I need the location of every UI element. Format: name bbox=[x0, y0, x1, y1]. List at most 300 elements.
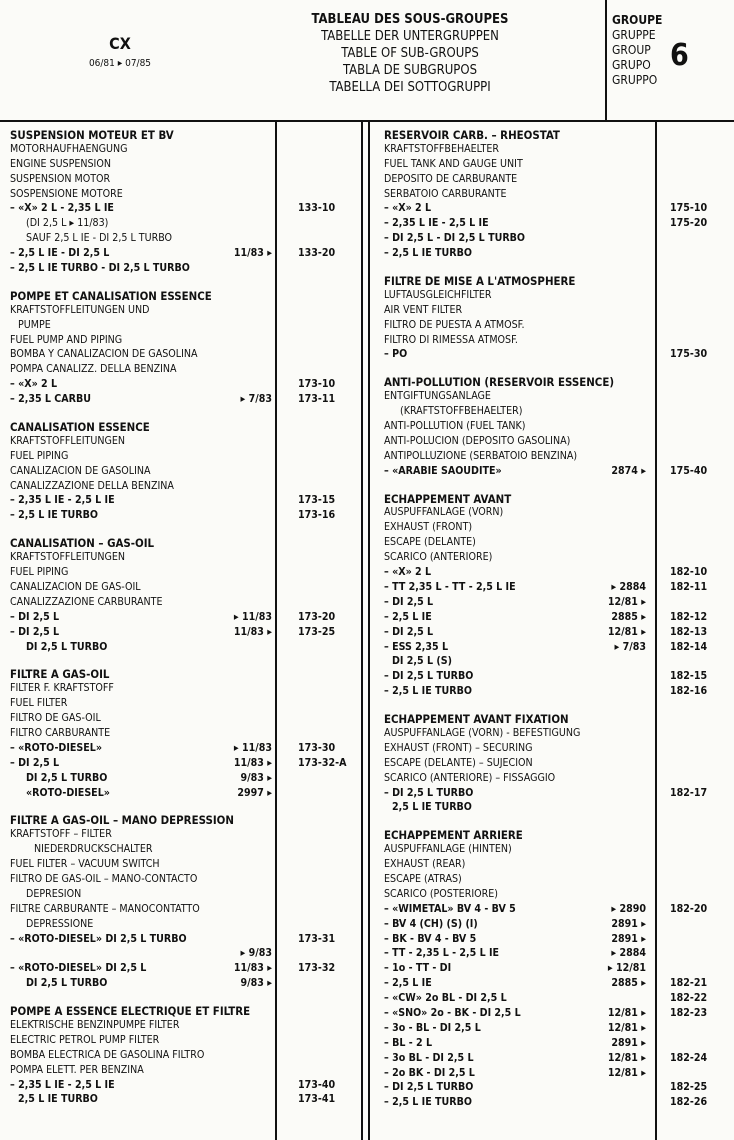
validity-date: ▸ 2890 bbox=[611, 902, 646, 915]
entry-text: – PO bbox=[384, 348, 408, 361]
entry-text: FILTER F. KRAFTSTOFF bbox=[10, 682, 114, 695]
entry-row bbox=[384, 450, 730, 465]
entry-row bbox=[10, 1093, 360, 1108]
entry-text: ESCAPE (DELANTE) bbox=[384, 536, 476, 549]
section-heading-row bbox=[384, 375, 730, 390]
entry-row bbox=[384, 873, 730, 888]
entry-text: AUSPUFFANLAGE (HINTEN) bbox=[384, 843, 512, 856]
entry-text: ESCAPE (ATRAS) bbox=[384, 872, 462, 885]
entry-row bbox=[10, 947, 360, 962]
entry-text: – 1o - TT - DI bbox=[384, 962, 452, 975]
validity-date: 11/83 ▸ bbox=[233, 962, 272, 975]
entry-text: AUSPUFFANLAGE (VORN) - BEFESTIGUNG bbox=[384, 726, 581, 739]
entry-row bbox=[10, 143, 360, 158]
entry-row bbox=[10, 611, 360, 626]
subgroup-reference: 175-40 bbox=[670, 464, 708, 477]
section-gap bbox=[10, 992, 360, 1004]
entry-row bbox=[384, 158, 730, 173]
entry-text: – BL - 2 L bbox=[384, 1036, 433, 1049]
subgroup-reference: 182-25 bbox=[670, 1081, 708, 1094]
validity-date: ▸ 9/83 bbox=[240, 947, 272, 960]
group-labels bbox=[612, 13, 662, 88]
entry-text: – DI 2,5 L TURBO bbox=[384, 1081, 474, 1094]
subgroup-reference: 182-20 bbox=[670, 902, 708, 915]
entry-row bbox=[384, 1081, 730, 1096]
entry-row bbox=[10, 1079, 360, 1094]
entry-text: FILTRO CARBURANTE bbox=[10, 726, 111, 739]
entry-text: – 3o - BL - DI 2,5 L bbox=[384, 1021, 481, 1034]
entry-text: DI 2,5 L TURBO bbox=[26, 640, 108, 653]
entry-text: – 2,35 L IE - 2,5 L IE bbox=[384, 217, 489, 230]
validity-date: 12/81 ▸ bbox=[607, 1006, 646, 1019]
entry-row bbox=[384, 581, 730, 596]
entry-text: – «ARABIE SAOUDITE» bbox=[384, 464, 502, 477]
subgroup-reference: 182-11 bbox=[670, 580, 708, 593]
entry-text: – DI 2,5 L bbox=[384, 625, 434, 638]
entry-text: – TT - 2,35 L - 2,5 L IE bbox=[384, 947, 500, 960]
section-heading: RESERVOIR CARB. – RHEOSTAT bbox=[384, 128, 560, 142]
entry-row bbox=[10, 158, 360, 173]
subgroup-reference: 175-20 bbox=[670, 217, 708, 230]
entry-row bbox=[384, 742, 730, 757]
entry-text: MOTORHAUFHAENGUNG bbox=[10, 142, 128, 155]
entry-row bbox=[10, 319, 360, 334]
section-heading-row bbox=[384, 712, 730, 727]
entry-row bbox=[10, 435, 360, 450]
entry-text: – «X» 2 L - 2,35 L IE bbox=[10, 202, 114, 215]
entry-row bbox=[10, 596, 360, 611]
entry-text: – 2,35 L CARBU bbox=[10, 393, 92, 406]
entry-row bbox=[10, 378, 360, 393]
entry-text: ENTGIFTUNGSANLAGE bbox=[384, 390, 491, 403]
entry-row bbox=[384, 289, 730, 304]
entry-row bbox=[384, 1037, 730, 1052]
subgroup-table-title bbox=[290, 11, 530, 96]
entry-text: – «X» 2 L bbox=[10, 378, 58, 391]
validity-date: 2874 ▸ bbox=[611, 464, 646, 477]
entry-text: – «X» 2 L bbox=[384, 566, 432, 579]
entry-text: SCARICO (ANTERIORE) – FISSAGGIO bbox=[384, 771, 556, 784]
entry-text: (DI 2,5 L ▸ 11/83) bbox=[26, 217, 109, 230]
entry-text: DI 2,5 L (S) bbox=[392, 655, 452, 668]
entry-text: – «ROTO-DIESEL» DI 2,5 L bbox=[10, 962, 147, 975]
entry-text: PUMPE bbox=[18, 318, 51, 331]
section-heading: SUSPENSION MOTEUR ET BV bbox=[10, 128, 174, 142]
entry-text: – 2,5 L IE TURBO bbox=[10, 509, 98, 522]
entry-text: CANALIZZAZIONE CARBURANTE bbox=[10, 595, 163, 608]
entry-row bbox=[10, 480, 360, 495]
entry-text: FILTRO DE PUESTA A ATMOSF. bbox=[384, 318, 525, 331]
subgroup-reference: 133-20 bbox=[298, 247, 336, 260]
subgroup-reference: 173-41 bbox=[298, 1093, 336, 1106]
entry-text: – 2,5 L IE TURBO bbox=[384, 685, 472, 698]
entry-row bbox=[384, 918, 730, 933]
entry-text: DEPRESSIONE bbox=[26, 917, 94, 930]
entry-row bbox=[384, 304, 730, 319]
validity-date: ▸ 7/83 bbox=[240, 393, 272, 406]
section-gap bbox=[10, 524, 360, 536]
subgroup-reference: 175-30 bbox=[670, 348, 708, 361]
entry-text: ANTI-POLLUTION (FUEL TANK) bbox=[384, 420, 526, 433]
entry-row bbox=[10, 1034, 360, 1049]
section-heading: ECHAPPEMENT ARRIERE bbox=[384, 828, 523, 843]
entry-row bbox=[10, 581, 360, 596]
entry-row bbox=[384, 188, 730, 203]
section-heading-row bbox=[384, 492, 730, 507]
entry-row bbox=[10, 772, 360, 787]
entry-text: DEPRESION bbox=[26, 887, 82, 900]
validity-date: 2885 ▸ bbox=[611, 977, 646, 990]
entry-row bbox=[10, 787, 360, 802]
entry-row bbox=[10, 202, 360, 217]
entry-text: SUSPENSION MOTOR bbox=[10, 172, 111, 185]
entry-row bbox=[10, 393, 360, 408]
validity-date: 2891 ▸ bbox=[611, 932, 646, 945]
entry-row bbox=[10, 465, 360, 480]
left-column bbox=[10, 128, 360, 1108]
entry-text: POMPA ELETT. PER BENZINA bbox=[10, 1063, 144, 1076]
subgroup-reference: 182-24 bbox=[670, 1051, 708, 1064]
entry-row bbox=[384, 772, 730, 787]
validity-date: 11/83 ▸ bbox=[233, 756, 272, 769]
entry-text: SERBATOIO CARBURANTE bbox=[384, 187, 507, 200]
entry-row bbox=[384, 405, 730, 420]
entry-text: DI 2,5 L TURBO bbox=[26, 977, 108, 990]
entry-row bbox=[384, 992, 730, 1007]
entry-text: 2,5 L IE TURBO bbox=[392, 801, 472, 814]
validity-date: 11/83 ▸ bbox=[233, 625, 272, 638]
entry-text: FILTRO DI RIMESSA ATMOSF. bbox=[384, 333, 518, 346]
entry-text: FILTRO DE GAS-OIL bbox=[10, 712, 101, 725]
entry-row bbox=[384, 670, 730, 685]
entry-text: BOMBA ELECTRICA DE GASOLINA FILTRO bbox=[10, 1048, 205, 1061]
section-heading-row bbox=[10, 536, 360, 551]
entry-row bbox=[384, 435, 730, 450]
title-en: TABLE OF SUB-GROUPS bbox=[341, 46, 479, 61]
entry-row bbox=[384, 247, 730, 262]
entry-text: – 2,5 L IE bbox=[384, 977, 432, 990]
subgroup-reference: 133-10 bbox=[298, 202, 336, 215]
title-de: TABELLE DER UNTERGRUPPEN bbox=[321, 29, 499, 44]
section-gap bbox=[384, 816, 730, 828]
validity-date: ▸ 7/83 bbox=[614, 640, 646, 653]
entry-text: – 2,5 L IE bbox=[384, 610, 432, 623]
entry-row bbox=[10, 450, 360, 465]
validity-date: 12/81 ▸ bbox=[607, 595, 646, 608]
section-heading: ANTI-POLLUTION (RESERVOIR ESSENCE) bbox=[384, 375, 615, 390]
entry-text: FUEL PIPING bbox=[10, 566, 69, 579]
section-heading: FILTRE DE MISE A L'ATMOSPHERE bbox=[384, 274, 576, 289]
entry-row bbox=[384, 1067, 730, 1082]
entry-text: KRAFTSTOFF – FILTER bbox=[10, 828, 112, 841]
entry-row bbox=[10, 1064, 360, 1079]
entry-row bbox=[384, 521, 730, 536]
entry-row bbox=[384, 727, 730, 742]
section-heading: FILTRE A GAS-OIL – MANO DEPRESSION bbox=[10, 813, 234, 828]
section-heading: ECHAPPEMENT AVANT bbox=[384, 491, 512, 506]
entry-text: – ESS 2,35 L bbox=[384, 640, 449, 653]
section-heading: ECHAPPEMENT AVANT FIXATION bbox=[384, 712, 569, 727]
entry-text: SAUF 2,5 L IE - DI 2,5 L TURBO bbox=[26, 232, 173, 245]
entry-text: EXHAUST (FRONT) bbox=[384, 521, 473, 534]
entry-row bbox=[384, 420, 730, 435]
validity-date: ▸ 2884 bbox=[611, 947, 646, 960]
validity-date: 2891 ▸ bbox=[611, 1036, 646, 1049]
section-heading-row bbox=[10, 813, 360, 828]
title-es: TABLA DE SUBGRUPOS bbox=[342, 63, 477, 78]
entry-text: – «WIMETAL» BV 4 - BV 5 bbox=[384, 902, 516, 915]
entry-row bbox=[10, 888, 360, 903]
entry-row bbox=[384, 655, 730, 670]
entry-row bbox=[10, 232, 360, 247]
group-label-de: GRUPPE bbox=[612, 28, 656, 42]
title-fr: TABLEAU DES SOUS-GROUPES bbox=[311, 12, 509, 27]
entry-row bbox=[384, 947, 730, 962]
entry-row bbox=[10, 727, 360, 742]
subgroup-reference: 182-26 bbox=[670, 1096, 708, 1109]
entry-text: – DI 2,5 L bbox=[10, 610, 60, 623]
title-it: TABELLA DEI SOTTOGRUPPI bbox=[329, 80, 491, 95]
entry-text: ANTI-POLUCION (DEPOSITO GASOLINA) bbox=[384, 434, 571, 447]
entry-text: CANALIZACION DE GASOLINA bbox=[10, 464, 151, 477]
entry-text: – 2,35 L IE - 2,5 L IE bbox=[10, 1078, 115, 1091]
validity-date: 12/81 ▸ bbox=[607, 1066, 646, 1079]
entry-row bbox=[384, 173, 730, 188]
entry-text: – DI 2,5 L bbox=[10, 756, 60, 769]
entry-text: SOSPENSIONE MOTORE bbox=[10, 187, 123, 200]
entry-text: BOMBA Y CANALIZACION DE GASOLINA bbox=[10, 348, 198, 361]
group-label-it: GRUPPO bbox=[612, 73, 658, 87]
entry-row bbox=[10, 742, 360, 757]
section-gap bbox=[384, 700, 730, 712]
entry-text: – 2,5 L IE TURBO - DI 2,5 L TURBO bbox=[10, 262, 190, 275]
section-heading-row bbox=[10, 420, 360, 435]
entry-text: – 2,35 L IE - 2,5 L IE bbox=[10, 494, 115, 507]
entry-row bbox=[10, 348, 360, 363]
entry-row bbox=[10, 697, 360, 712]
group-label-en: GROUP bbox=[612, 43, 651, 57]
entry-row bbox=[384, 933, 730, 948]
entry-row bbox=[10, 682, 360, 697]
section-heading-row bbox=[10, 128, 360, 143]
entry-row bbox=[10, 1049, 360, 1064]
subgroup-reference: 173-40 bbox=[298, 1078, 336, 1091]
entry-row bbox=[384, 903, 730, 918]
entry-row bbox=[384, 1052, 730, 1067]
subgroup-reference: 182-13 bbox=[670, 625, 708, 638]
entry-row bbox=[10, 933, 360, 948]
entry-row bbox=[384, 536, 730, 551]
entry-row bbox=[384, 611, 730, 626]
entry-row bbox=[10, 334, 360, 349]
entry-row bbox=[384, 1096, 730, 1111]
entry-row bbox=[384, 801, 730, 816]
entry-row bbox=[384, 390, 730, 405]
entry-text: ELEKTRISCHE BENZINPUMPE FILTER bbox=[10, 1018, 180, 1031]
entry-text: FILTRO DE GAS-OIL – MANO-CONTACTO bbox=[10, 872, 198, 885]
entry-text: FUEL PUMP AND PIPING bbox=[10, 333, 123, 346]
entry-row bbox=[384, 348, 730, 363]
subgroup-reference: 182-10 bbox=[670, 566, 708, 579]
entry-text: – BV 4 (CH) (S) (I) bbox=[384, 917, 478, 930]
entry-row bbox=[10, 509, 360, 524]
right-column bbox=[384, 128, 730, 1111]
validity-date: 12/81 ▸ bbox=[607, 1021, 646, 1034]
section-gap bbox=[10, 801, 360, 813]
entry-text: – DI 2,5 L - DI 2,5 L TURBO bbox=[384, 232, 526, 245]
entry-text: FUEL FILTER bbox=[10, 697, 68, 710]
entry-text: POMPA CANALIZZ. DELLA BENZINA bbox=[10, 363, 177, 376]
entry-text: (KRAFTSTOFFBEHAELTER) bbox=[400, 405, 523, 418]
section-heading: FILTRE A GAS-OIL bbox=[10, 667, 110, 682]
subgroup-reference: 173-15 bbox=[298, 494, 336, 507]
subgroup-reference: 173-32-A bbox=[298, 756, 347, 769]
model-name: CX bbox=[109, 34, 131, 53]
subgroup-reference: 173-32 bbox=[298, 962, 336, 975]
entry-text: DEPOSITO DE CARBURANTE bbox=[384, 172, 518, 185]
entry-row bbox=[10, 1019, 360, 1034]
entry-text: – «ROTO-DIESEL» bbox=[10, 741, 103, 754]
entry-row bbox=[10, 247, 360, 262]
section-heading: POMPE ET CANALISATION ESSENCE bbox=[10, 288, 212, 303]
entry-row bbox=[10, 757, 360, 772]
entry-row bbox=[384, 787, 730, 802]
subgroup-reference: 182-14 bbox=[670, 640, 708, 653]
entry-row bbox=[10, 903, 360, 918]
center-rule-a bbox=[361, 122, 363, 1140]
entry-text: – 2o BK - DI 2,5 L bbox=[384, 1066, 475, 1079]
entry-row bbox=[384, 319, 730, 334]
page-header bbox=[0, 0, 734, 122]
entry-row bbox=[384, 757, 730, 772]
subgroup-reference: 173-20 bbox=[298, 610, 336, 623]
subgroup-reference: 173-30 bbox=[298, 741, 336, 754]
entry-text: – «CW» 2o BL - DI 2,5 L bbox=[384, 992, 507, 1005]
entry-text: AUSPUFFANLAGE (VORN) bbox=[384, 506, 504, 519]
entry-text: – 2,5 L IE - DI 2,5 L bbox=[10, 247, 110, 260]
entry-text: FUEL TANK AND GAUGE UNIT bbox=[384, 157, 523, 170]
entry-row bbox=[384, 977, 730, 992]
entry-text: «ROTO-DIESEL» bbox=[26, 786, 110, 799]
entry-row bbox=[384, 551, 730, 566]
section-gap bbox=[384, 363, 730, 375]
section-gap bbox=[10, 408, 360, 420]
entry-row bbox=[384, 1022, 730, 1037]
entry-row bbox=[10, 494, 360, 509]
entry-row bbox=[384, 506, 730, 521]
entry-text: – «SNO» 2o - BK - DI 2,5 L bbox=[384, 1006, 521, 1019]
entry-text: – 3o BL - DI 2,5 L bbox=[384, 1051, 474, 1064]
subgroup-reference: 182-15 bbox=[670, 670, 708, 683]
entry-text: ANTIPOLLUZIONE (SERBATOIO BENZINA) bbox=[384, 449, 578, 462]
entry-text: ENGINE SUSPENSION bbox=[10, 157, 111, 170]
subgroup-reference: 182-16 bbox=[670, 685, 708, 698]
validity-date: 9/83 ▸ bbox=[240, 771, 272, 784]
entry-row bbox=[384, 596, 730, 611]
entry-text: ESCAPE (DELANTE) – SUJECION bbox=[384, 756, 533, 769]
validity-date: 11/83 ▸ bbox=[233, 247, 272, 260]
entry-row bbox=[10, 217, 360, 232]
entry-row bbox=[384, 1007, 730, 1022]
header-divider bbox=[605, 0, 607, 122]
entry-row bbox=[10, 304, 360, 319]
entry-text: FILTRE CARBURANTE – MANOCONTATTO bbox=[10, 902, 200, 915]
group-label-es: GRUPO bbox=[612, 58, 651, 72]
entry-row bbox=[384, 685, 730, 700]
entry-row bbox=[10, 173, 360, 188]
header-rule bbox=[0, 120, 734, 122]
entry-text: EXHAUST (REAR) bbox=[384, 858, 466, 871]
entry-row bbox=[384, 962, 730, 977]
subgroup-reference: 182-22 bbox=[670, 992, 708, 1005]
subgroup-reference: 173-11 bbox=[298, 393, 336, 406]
section-heading: CANALISATION ESSENCE bbox=[10, 420, 150, 435]
validity-date: 9/83 ▸ bbox=[240, 977, 272, 990]
entry-row bbox=[10, 858, 360, 873]
entry-text: SCARICO (POSTERIORE) bbox=[384, 887, 498, 900]
subgroup-reference: 182-12 bbox=[670, 610, 708, 623]
entry-row bbox=[10, 977, 360, 992]
group-number: 6 bbox=[670, 38, 689, 73]
entry-row bbox=[384, 143, 730, 158]
entry-row bbox=[10, 262, 360, 277]
subgroup-reference: 173-31 bbox=[298, 932, 336, 945]
entry-text: KRAFTSTOFFLEITUNGEN UND bbox=[10, 303, 150, 316]
entry-row bbox=[384, 626, 730, 641]
entry-text: SCARICO (ANTERIORE) bbox=[384, 551, 493, 564]
entry-row bbox=[384, 566, 730, 581]
entry-row bbox=[10, 918, 360, 933]
entry-row bbox=[10, 828, 360, 843]
subgroup-reference: 173-25 bbox=[298, 625, 336, 638]
validity-date: ▸ 12/81 bbox=[607, 962, 646, 975]
validity-date: 12/81 ▸ bbox=[607, 625, 646, 638]
section-heading-row bbox=[10, 1004, 360, 1019]
entry-row bbox=[384, 334, 730, 349]
entry-row bbox=[384, 843, 730, 858]
section-gap bbox=[10, 277, 360, 289]
entry-row bbox=[384, 232, 730, 247]
entry-text: 2,5 L IE TURBO bbox=[18, 1093, 98, 1106]
entry-text: – DI 2,5 L bbox=[10, 625, 60, 638]
entry-row bbox=[384, 202, 730, 217]
entry-row bbox=[384, 465, 730, 480]
entry-text: – TT 2,35 L - TT - 2,5 L IE bbox=[384, 580, 516, 593]
subgroup-reference: 182-21 bbox=[670, 977, 708, 990]
entry-text: – DI 2,5 L bbox=[384, 595, 434, 608]
section-gap bbox=[10, 655, 360, 667]
entry-row bbox=[10, 551, 360, 566]
entry-text: KRAFTSTOFFLEITUNGEN bbox=[10, 434, 126, 447]
group-label-fr: GROUPE bbox=[612, 13, 663, 27]
entry-row bbox=[10, 873, 360, 888]
entry-row bbox=[384, 217, 730, 232]
entry-text: – 2,5 L IE TURBO bbox=[384, 247, 472, 260]
entry-row bbox=[10, 712, 360, 727]
entry-row bbox=[10, 626, 360, 641]
entry-text: LUFTAUSGLEICHFILTER bbox=[384, 288, 492, 301]
subgroup-reference: 182-23 bbox=[670, 1006, 708, 1019]
validity-date: ▸ 2884 bbox=[611, 580, 646, 593]
entry-text: CANALIZACION DE GAS-OIL bbox=[10, 580, 141, 593]
center-rule-b bbox=[368, 122, 370, 1140]
entry-row bbox=[10, 843, 360, 858]
entry-text: CANALIZZAZIONE DELLA BENZINA bbox=[10, 479, 174, 492]
entry-text: FUEL FILTER – VACUUM SWITCH bbox=[10, 858, 160, 871]
entry-row bbox=[384, 641, 730, 656]
entry-row bbox=[384, 888, 730, 903]
entry-text: KRAFTSTOFFBEHAELTER bbox=[384, 142, 499, 155]
